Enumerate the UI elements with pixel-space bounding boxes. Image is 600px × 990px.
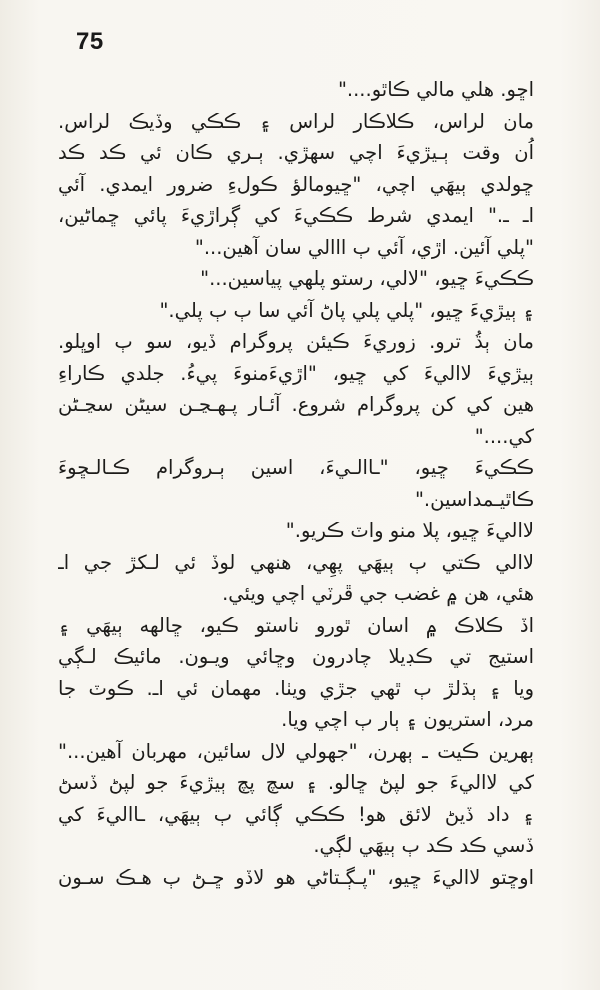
- text-line: کي....": [474, 424, 534, 448]
- text-line: ڪاٿيـمداسين.": [414, 487, 534, 511]
- text-line: ٻهرين ڪيت ـ ٻهرن، "جهولي لال سائين، مهربان آهين...": [58, 739, 534, 763]
- text-line: مان ٻڌُ ترو. زوريءَ ڪيئن پروگرام ڏيو، سو ٻ اوڀلو.: [58, 330, 534, 353]
- text-line: اـ ـ." ايمدي شرط ڪڪيءَ کي ڳراڙيءَ پائي ڇماڻين،: [58, 204, 534, 227]
- text-line: مان لراس، ڪلاڪار لراس ۽ ڪڪي وڏيڪ لراس.: [58, 109, 534, 133]
- text-line: ڪڪيءَ ڇيو، "ـاالـيءَ، اسين ٻـروگرام ڪـالـڇوءَ: [58, 456, 534, 479]
- text-line: "پلي آئين. اڙي، آئي ٻ ااالي سان آهين...": [194, 235, 534, 259]
- text-line: مرد، استريون ۽ ٻار ٻ اچي ويا.: [281, 708, 534, 731]
- text-line: ۽ داد ڏيڻ لائق هو! ڪڪي ڳائي ٻ ٻيهَي، ـااليءَ کي: [58, 802, 534, 826]
- text-line: هئي، هن ۾ غضب جي ڦرٽي اچي ويئي.: [222, 582, 534, 605]
- text-line: ويا ۽ ٻڌلڙ ٻ ٿهي جڙي ويٺا. مهمان ئي اـ. ڪوٽ جا: [58, 676, 534, 700]
- text-line: ٻيڙيءَ لااليءَ کي ڇيو، "اڙيءَمنوءَ پيءُ. جلدي ڪاراءِ: [58, 361, 534, 385]
- text-line: لااليءَ ڇيو، پلا منو واٽ ڪريو.": [285, 519, 534, 542]
- text-line: اُن وقت ٻـيڙيءَ اچي سهڙي. ٻـري ڪان ئي ڪد ڪد: [58, 141, 534, 164]
- text-line: استيج تي ڪڊيلا چادرون وڇائي ويـون. مائيڪ لـڳي: [58, 645, 534, 668]
- text-line: ڪڪيءَ ڇيو، "لالي، رستو پلهي پياسين...": [200, 267, 534, 290]
- text-line: لاالي ڪتي ٻ ٻيهَي پهِي، هنهي لوڏ ئي لـکڙ جي اـ: [58, 550, 534, 574]
- text-line: اوڇتو لااليءَ ڇيو، "پـڳـتاڻي هو لاڏو ڇـڻ ٻ هـڪ سـون: [58, 865, 534, 889]
- text-line: اڏ ڪلاڪ ۾ اسان ٿورو ناستو ڪيو، ڇالهه ٻيهَي ۽: [58, 613, 534, 637]
- text-line: ڏسي ڪد ڪد ٻ ٻيهَي لڳي.: [313, 834, 534, 857]
- text-line: هين کي کن پروگرام شروع. آئـار پـهـڃـن سيڻن سڃـڻن: [58, 393, 534, 416]
- text-line: اڇو. هلي مالي ڪاٿو....": [337, 78, 534, 101]
- body-text: [58, 74, 534, 893]
- text-line: ۽ ٻيڙيءَ ڇيو، "پلي پلي پاڻ آئي سا ٻ ٻ پلي.": [159, 298, 534, 322]
- page-number: 75: [76, 28, 104, 55]
- text-line: ڇولدي ٻيهَي اچي، "ڇيومالؤ ڪولءِ ضرور ايمدي. آئي: [58, 172, 534, 196]
- text-line: کي لااليءَ جو لپڻ ڇالو. ۽ سچ پچ ٻيڙيءَ جو لپڻ ڏسڻ: [58, 771, 534, 794]
